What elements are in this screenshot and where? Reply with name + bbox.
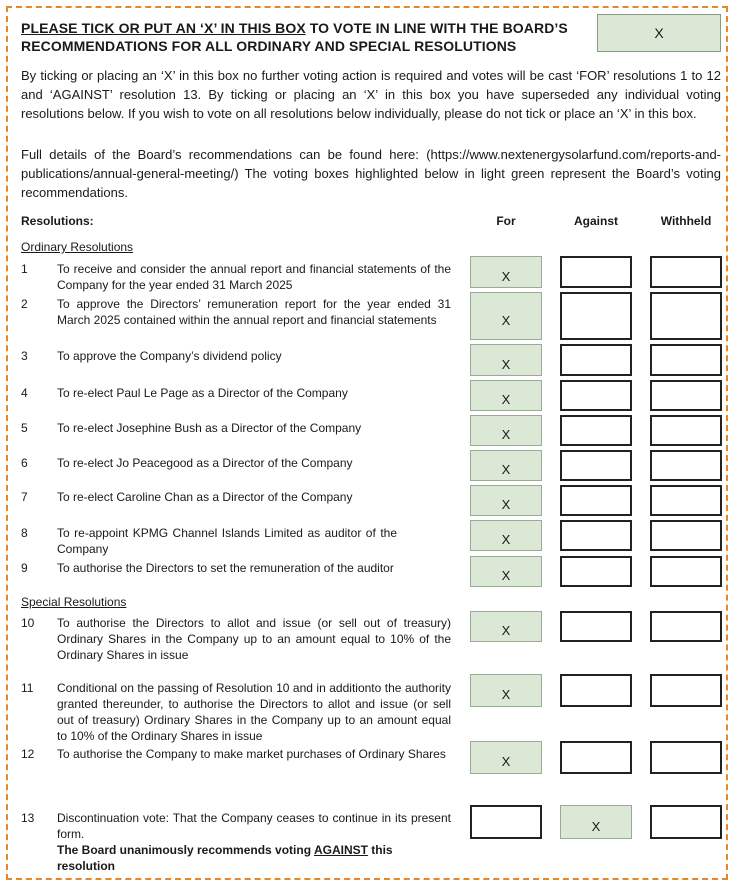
resolution-number: 11 xyxy=(21,681,34,695)
vote-against-box[interactable] xyxy=(560,485,632,516)
resolution-13-recommendation xyxy=(57,842,451,874)
vote-for-box[interactable] xyxy=(470,450,542,481)
column-for: For xyxy=(496,214,516,228)
vote-mark: X xyxy=(501,754,511,769)
vote-against-box[interactable] xyxy=(560,344,632,376)
ordinary-resolutions-heading: Ordinary Resolutions xyxy=(21,240,134,254)
header-title-line1 xyxy=(21,19,591,37)
vote-withheld-box[interactable] xyxy=(650,256,722,288)
vote-for-box[interactable] xyxy=(470,485,542,516)
vote-against-box[interactable] xyxy=(560,556,632,587)
vote-for-box[interactable] xyxy=(470,344,542,376)
resolution-text: To re-elect Josephine Bush as a Director of the Company xyxy=(57,421,362,435)
resolution-number: 13 xyxy=(21,811,35,825)
special-resolutions-heading: Special Resolutions xyxy=(21,595,127,609)
recommendation-against-word: AGAINST xyxy=(313,843,368,857)
resolution-text: Discontinuation vote: That the Company ceases to continue in its present form. xyxy=(57,811,451,841)
resolution-text: To authorise the Directors to allot and issue (or sell out of treasury) Ordinary Shares in the Company up to an amount equal to 10% of the Ordinary Shares in issue xyxy=(57,616,451,662)
resolution-text: To approve the Directors’ remuneration report for the year ended 31 March 2025 contained within the annual report and financial statements xyxy=(57,297,451,327)
vote-mark: X xyxy=(501,462,511,477)
header-title-underlined: PLEASE TICK OR PUT AN ‘X’ IN THIS BOX xyxy=(21,20,306,36)
recommendation-text-after: this resolution xyxy=(57,843,393,873)
header-title xyxy=(21,19,591,55)
vote-mark: X xyxy=(501,532,511,547)
vote-for-box[interactable] xyxy=(470,741,542,774)
vote-withheld-box[interactable] xyxy=(650,380,722,411)
header-title-rest: TO VOTE IN LINE WITH THE BOARD’S xyxy=(305,20,568,36)
vote-for-box[interactable] xyxy=(470,520,542,551)
vote-against-box[interactable] xyxy=(560,450,632,481)
vote-withheld-box[interactable] xyxy=(650,415,722,446)
resolution-number: 10 xyxy=(21,616,35,630)
resolution-number: 6 xyxy=(21,456,28,470)
vote-withheld-box[interactable] xyxy=(650,556,722,587)
vote-withheld-box[interactable] xyxy=(650,292,722,340)
vote-mark: X xyxy=(501,312,511,328)
vote-mark: X xyxy=(501,268,511,284)
header-title-line2: RECOMMENDATIONS FOR ALL ORDINARY AND SPECIAL RESOLUTIONS xyxy=(21,38,517,54)
resolution-number: 1 xyxy=(21,262,28,276)
resolution-number: 8 xyxy=(21,526,28,540)
vote-against-box[interactable] xyxy=(560,611,632,642)
resolution-number: 9 xyxy=(21,561,28,575)
vote-against-box[interactable] xyxy=(560,256,632,288)
vote-withheld-box[interactable] xyxy=(650,520,722,551)
resolution-text: To re-elect Paul Le Page as a Director of the Company xyxy=(57,386,348,400)
vote-for-box[interactable] xyxy=(470,611,542,642)
column-withheld: Withheld xyxy=(660,214,712,228)
vote-mark: X xyxy=(501,392,511,407)
vote-withheld-box[interactable] xyxy=(650,611,722,642)
recommendation-text-before: The Board unanimously recommends voting xyxy=(57,843,314,857)
vote-against-box[interactable] xyxy=(560,292,632,340)
vote-withheld-box[interactable] xyxy=(650,805,722,839)
column-against: Against xyxy=(573,214,618,228)
resolution-text: Conditional on the passing of Resolution 10 and in additionto the authority granted thereunder, to authorise the Directors to allot and issue (or sell out of treasury) Ordinary Shares in the Company up to an amount equal to 10% of the Ordinary Shares in issue xyxy=(57,681,451,743)
vote-withheld-box[interactable] xyxy=(650,450,722,481)
resolution-text: To approve the Company’s dividend policy xyxy=(57,349,282,363)
resolution-text: To authorise the Directors to set the remuneration of the auditor xyxy=(57,561,394,575)
vote-against-box[interactable] xyxy=(560,805,632,839)
vote-against-box[interactable] xyxy=(560,674,632,707)
vote-withheld-box[interactable] xyxy=(650,741,722,774)
vote-withheld-box[interactable] xyxy=(650,485,722,516)
resolution-text: To re-appoint KPMG Channel Islands Limited as auditor of the Company xyxy=(57,526,397,556)
resolution-number: 2 xyxy=(21,297,28,311)
vote-withheld-box[interactable] xyxy=(650,674,722,707)
resolution-text: To re-elect Jo Peacegood as a Director of the Company xyxy=(57,456,353,470)
resolution-number: 3 xyxy=(21,349,28,363)
vote-mark: X xyxy=(501,356,511,372)
vote-for-box[interactable] xyxy=(470,415,542,446)
resolution-number: 5 xyxy=(21,421,28,435)
resolution-text: To authorise the Company to make market purchases of Ordinary Shares xyxy=(57,747,446,761)
vote-for-box[interactable] xyxy=(470,805,542,839)
resolution-number: 7 xyxy=(21,490,28,504)
vote-mark: X xyxy=(501,497,511,512)
vote-mark: X xyxy=(501,687,511,702)
vote-mark: X xyxy=(501,568,511,583)
vote-withheld-box[interactable] xyxy=(650,344,722,376)
vote-for-box[interactable] xyxy=(470,380,542,411)
vote-mark: X xyxy=(501,427,511,442)
vote-against-box[interactable] xyxy=(560,520,632,551)
resolutions-heading: Resolutions: xyxy=(21,214,94,228)
vote-mark: X xyxy=(591,818,601,834)
resolution-text: To re-elect Caroline Chan as a Director of the Company xyxy=(57,490,353,504)
vote-for-box[interactable] xyxy=(470,556,542,587)
vote-with-board-mark: X xyxy=(654,25,664,41)
vote-against-box[interactable] xyxy=(560,380,632,411)
intro-paragraph-2: Full details of the Board’s recommendations can be found here: (https://www.nextenergysolarfund.com/reports-and-publications/annual-general-meeting/) The voting boxes highlighted below in light green represent the Board’s voting recommendations. xyxy=(21,147,721,200)
vote-for-box[interactable] xyxy=(470,674,542,707)
resolution-text: To receive and consider the annual report and financial statements of the Company for the year ended 31 March 2025 xyxy=(57,262,451,292)
vote-against-box[interactable] xyxy=(560,415,632,446)
intro-paragraph-1: By ticking or placing an ‘X’ in this box no further voting action is required and votes will be cast ‘FOR’ resolutions 1 to 12 and ‘AGAINST’ resolution 13. By ticking or placing an ‘X’ in this box you have superseded any individual voting resolutions below. If you wish to vote on all resolutions below individually, please do not tick or place an ‘X’ in this box. xyxy=(21,68,721,121)
vote-against-box[interactable] xyxy=(560,741,632,774)
resolution-number: 12 xyxy=(21,747,35,761)
resolution-number: 4 xyxy=(21,386,28,400)
vote-with-board-box[interactable] xyxy=(597,14,721,52)
vote-for-box[interactable] xyxy=(470,292,542,340)
vote-for-box[interactable] xyxy=(470,256,542,288)
vote-mark: X xyxy=(501,623,511,638)
